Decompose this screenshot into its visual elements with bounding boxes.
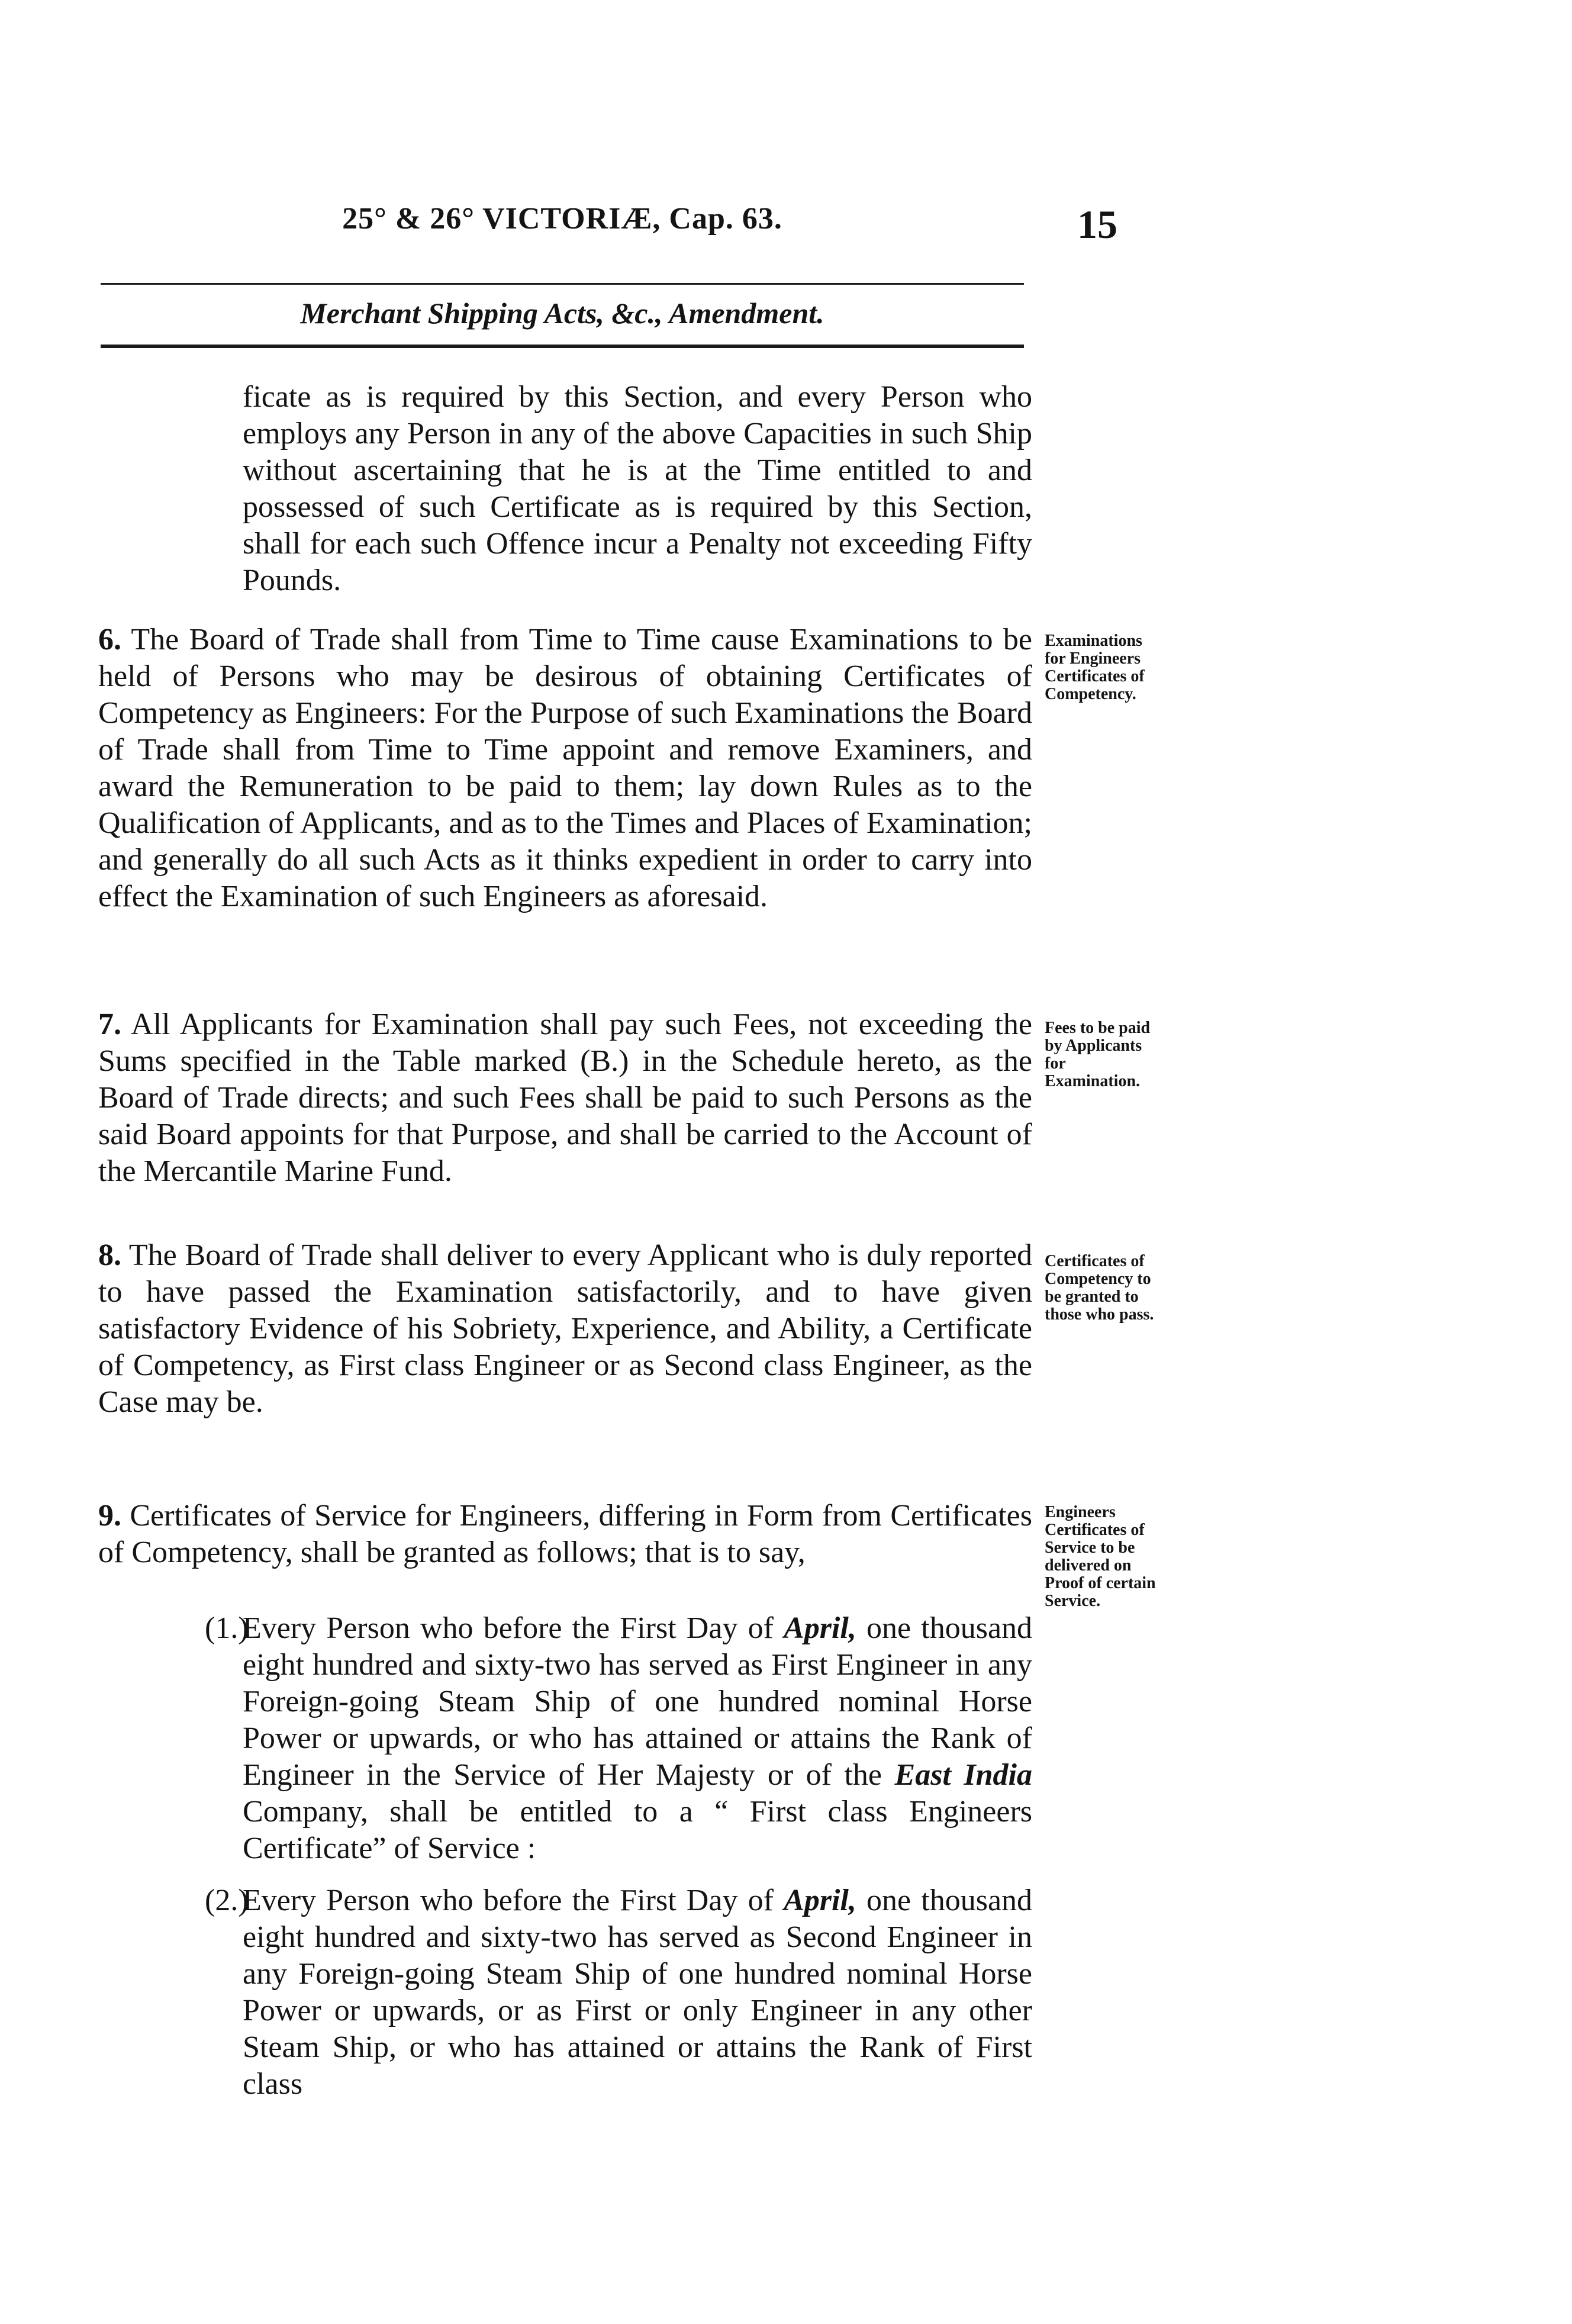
item-text-before: Every Person who before the First Day of bbox=[243, 1884, 774, 1917]
page-number: 15 bbox=[1077, 202, 1117, 247]
section-number: 6. bbox=[98, 623, 121, 656]
section-text: All Applicants for Examination shall pay such Fees, not exceeding the Sums specified in the Table marked (B.) in the Schedule hereto, as the Board of Trade directs; and such Fees shall be paid to such Persons as the said Board appoints for that Purpose, and shall be carried to the Account of the Mercantile Marine Fund. bbox=[98, 1008, 1032, 1188]
section-9 bbox=[98, 1498, 1032, 1571]
section-number: 7. bbox=[98, 1008, 121, 1041]
list-item-label: (2.) bbox=[205, 1884, 249, 1917]
item-company: East India bbox=[894, 1758, 1032, 1792]
item-text-middle: one thousand eight hundred and sixty-two has served as Second Engineer in any Foreign-going Steam Ship of one hundred nominal Horse Power or upwards, or as First or only Engineer in any other Steam Ship, or who has attained or attains the Rank of First class bbox=[243, 1884, 1033, 2101]
item-text-middle: one thousand eight hundred and sixty-two has served as First Engineer in any Foreign-going Steam Ship of one hundred nominal Horse Power or upwards, or who has attained or attains the Rank of Engineer in the Service of Her Majesty or of the bbox=[243, 1611, 1033, 1792]
margin-note-section-7: Fees to be paid by Applicants for Examination. bbox=[1045, 1019, 1151, 1090]
section-text: Certificates of Service for Engineers, differing in Form from Certificates of Competency, shall be granted as follows; that is to say, bbox=[98, 1499, 1032, 1569]
section-8 bbox=[98, 1237, 1032, 1421]
header-rule bbox=[101, 283, 1024, 285]
section-text: The Board of Trade shall deliver to every Applicant who is duly reported to have passed the Examination satisfactorily, and to have given satisfactory Evidence of his Sobriety, Experience, and Ability, a Certificate of Competency, as First class Engineer or as Second class Engineer, as the Case may be. bbox=[98, 1238, 1033, 1419]
item-text-before: Every Person who before the First Day of bbox=[243, 1611, 774, 1645]
section-number: 8. bbox=[98, 1238, 121, 1272]
item-month: April, bbox=[784, 1611, 856, 1645]
section-7 bbox=[98, 1006, 1032, 1190]
running-subtitle: Merchant Shipping Acts, &c., Amendment. bbox=[300, 297, 824, 330]
page-header-title: 25° & 26° VICTORIÆ, Cap. 63. bbox=[342, 202, 782, 236]
list-item-2 bbox=[205, 1882, 1032, 2103]
section-number: 9. bbox=[98, 1499, 121, 1533]
margin-note-section-9: Engineers Certificates of Service to be delivered on Proof of certain Service. bbox=[1045, 1503, 1156, 1610]
section-text: The Board of Trade shall from Time to Time cause Examinations to be held of Persons who may be desirous of obtaining Certificates of Competency as Engineers: For the Purpose of such Examinations the Board of Trade shall from Time to Time appoint and remove Examiners, and award the Remuneration to be paid to them; lay down Rules as to the Qualification of Applicants, and as to the Times and Places of Examination; and generally do all such Acts as it thinks expedient in order to carry into effect the Examination of such Engineers as aforesaid. bbox=[98, 623, 1032, 913]
margin-note-section-6: Examinations for Engineers Certificates of Competency. bbox=[1045, 632, 1145, 703]
section-6 bbox=[98, 622, 1032, 915]
item-text-after: Company, shall be entitled to a “ First class Engineers Certificate” of Service : bbox=[243, 1795, 1032, 1865]
list-item-1 bbox=[205, 1610, 1032, 1867]
list-item-label: (1.) bbox=[205, 1611, 249, 1645]
margin-note-section-8: Certificates of Competency to be granted to those who pass. bbox=[1045, 1252, 1154, 1324]
continuation-paragraph: ficate as is required by this Section, and every Person who employs any Person in any of the above Capacities in such Ship without ascertaining that he is at the Time entitled to and possessed of such Certificate as is required by this Section, shall for each such Offence incur a Penalty not exceeding Fifty Pounds. bbox=[243, 380, 1032, 597]
header-double-rule bbox=[101, 345, 1024, 348]
item-month: April, bbox=[784, 1884, 856, 1917]
